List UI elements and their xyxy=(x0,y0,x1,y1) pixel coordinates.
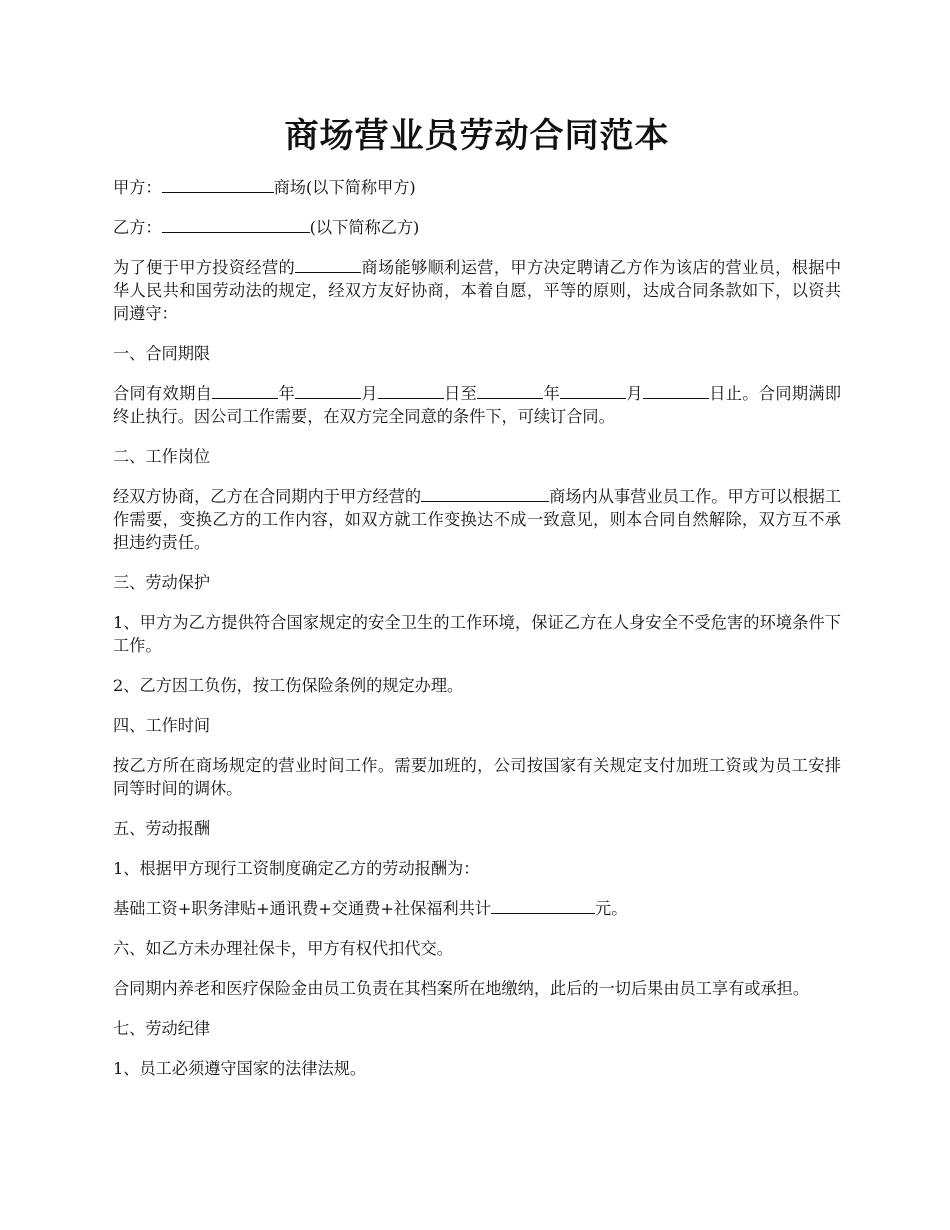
section-5-pay-line xyxy=(113,897,841,920)
section-4-heading: 四、工作时间 xyxy=(113,716,211,735)
document-body xyxy=(113,176,841,1097)
day-to-label: 日至 xyxy=(443,384,478,403)
start-year-blank xyxy=(212,383,278,399)
section-6-heading: 六、如乙方未办理社保卡，甲方有权代扣代交。 xyxy=(113,939,453,958)
intro-text-after: 商场能够顺利运营，甲方决定聘请乙方作为该店的营业员，根据中华人民共和国劳动法的规定，经双方友好协商，本着自愿，平等的原则，达成合同条款如下，以资共同遵守： xyxy=(113,258,842,323)
start-day-blank xyxy=(378,383,444,399)
post-text-after: 商场内从事营业员工作。甲方可以根据工作需要，变换乙方的工作内容，如双方就工作变换达不成一致意见，则本合同自然解除，双方互不承担违约责任。 xyxy=(113,487,842,552)
section-2-paragraph xyxy=(113,485,841,554)
section-7-heading: 七、劳动纪律 xyxy=(113,1019,211,1038)
section-3-item-2: 2、乙方因工负伤，按工伤保险条例的规定办理。 xyxy=(113,676,464,695)
year-label: 年 xyxy=(278,384,295,403)
section-3-heading: 三、劳动保护 xyxy=(113,573,211,592)
document-title: 商场营业员劳动合同范本 xyxy=(284,116,670,156)
section-2-heading: 二、工作岗位 xyxy=(113,447,211,466)
party-b-blank xyxy=(162,217,310,233)
section-5-heading: 五、劳动报酬 xyxy=(113,819,211,838)
mall-blank xyxy=(421,486,549,502)
section-4-paragraph: 按乙方所在商场规定的营业时间工作。需要加班的，公司按国家有关规定支付加班工资或为员工安排同等时间的调休。 xyxy=(113,756,841,798)
section-7-item-1: 1、员工必须遵守国家的法律法规。 xyxy=(113,1059,367,1078)
party-b-line xyxy=(113,216,841,239)
intro-paragraph xyxy=(113,256,841,325)
party-a-suffix: 商场(以下简称甲方) xyxy=(273,178,416,197)
pay-amount-blank xyxy=(491,898,595,914)
section-5-item-1: 1、根据甲方现行工资制度确定乙方的劳动报酬为： xyxy=(113,859,480,878)
end-month-blank xyxy=(560,383,626,399)
party-a-blank xyxy=(162,177,274,193)
section-1-heading: 一、合同期限 xyxy=(113,344,211,363)
end-day-blank xyxy=(643,383,709,399)
section-1-paragraph xyxy=(113,382,841,428)
party-b-suffix: (以下简称乙方) xyxy=(309,218,420,237)
party-b-label: 乙方： xyxy=(113,218,162,237)
year-label-2: 年 xyxy=(543,384,561,403)
intro-text-before: 为了便于甲方投资经营的 xyxy=(113,258,296,277)
end-year-blank xyxy=(477,383,543,399)
pay-text-after: 元。 xyxy=(595,899,628,918)
month-label-2: 月 xyxy=(626,384,643,403)
pay-text-before: 基础工资+职务津贴+通讯费+交通费+社保福利共计 xyxy=(113,899,492,918)
start-month-blank xyxy=(295,383,361,399)
post-text-before: 经双方协商，乙方在合同期内于甲方经营的 xyxy=(113,487,422,506)
party-a-line xyxy=(113,176,841,199)
section-3-item-1: 1、甲方为乙方提供符合国家规定的安全卫生的工作环境，保证乙方在人身安全不受危害的环境条件下工作。 xyxy=(113,613,841,655)
intro-blank xyxy=(295,257,361,273)
term-tail: 日止。合同期满即终止执行。因公司工作需要，在双方完全同意的条件下，可续订合同。 xyxy=(113,384,842,426)
month-label: 月 xyxy=(360,384,378,403)
term-pre: 合同有效期自 xyxy=(113,384,213,403)
party-a-label: 甲方： xyxy=(113,178,162,197)
section-6-paragraph: 合同期内养老和医疗保险金由员工负责在其档案所在地缴纳，此后的一切后果由员工享有或承担。 xyxy=(113,979,810,998)
